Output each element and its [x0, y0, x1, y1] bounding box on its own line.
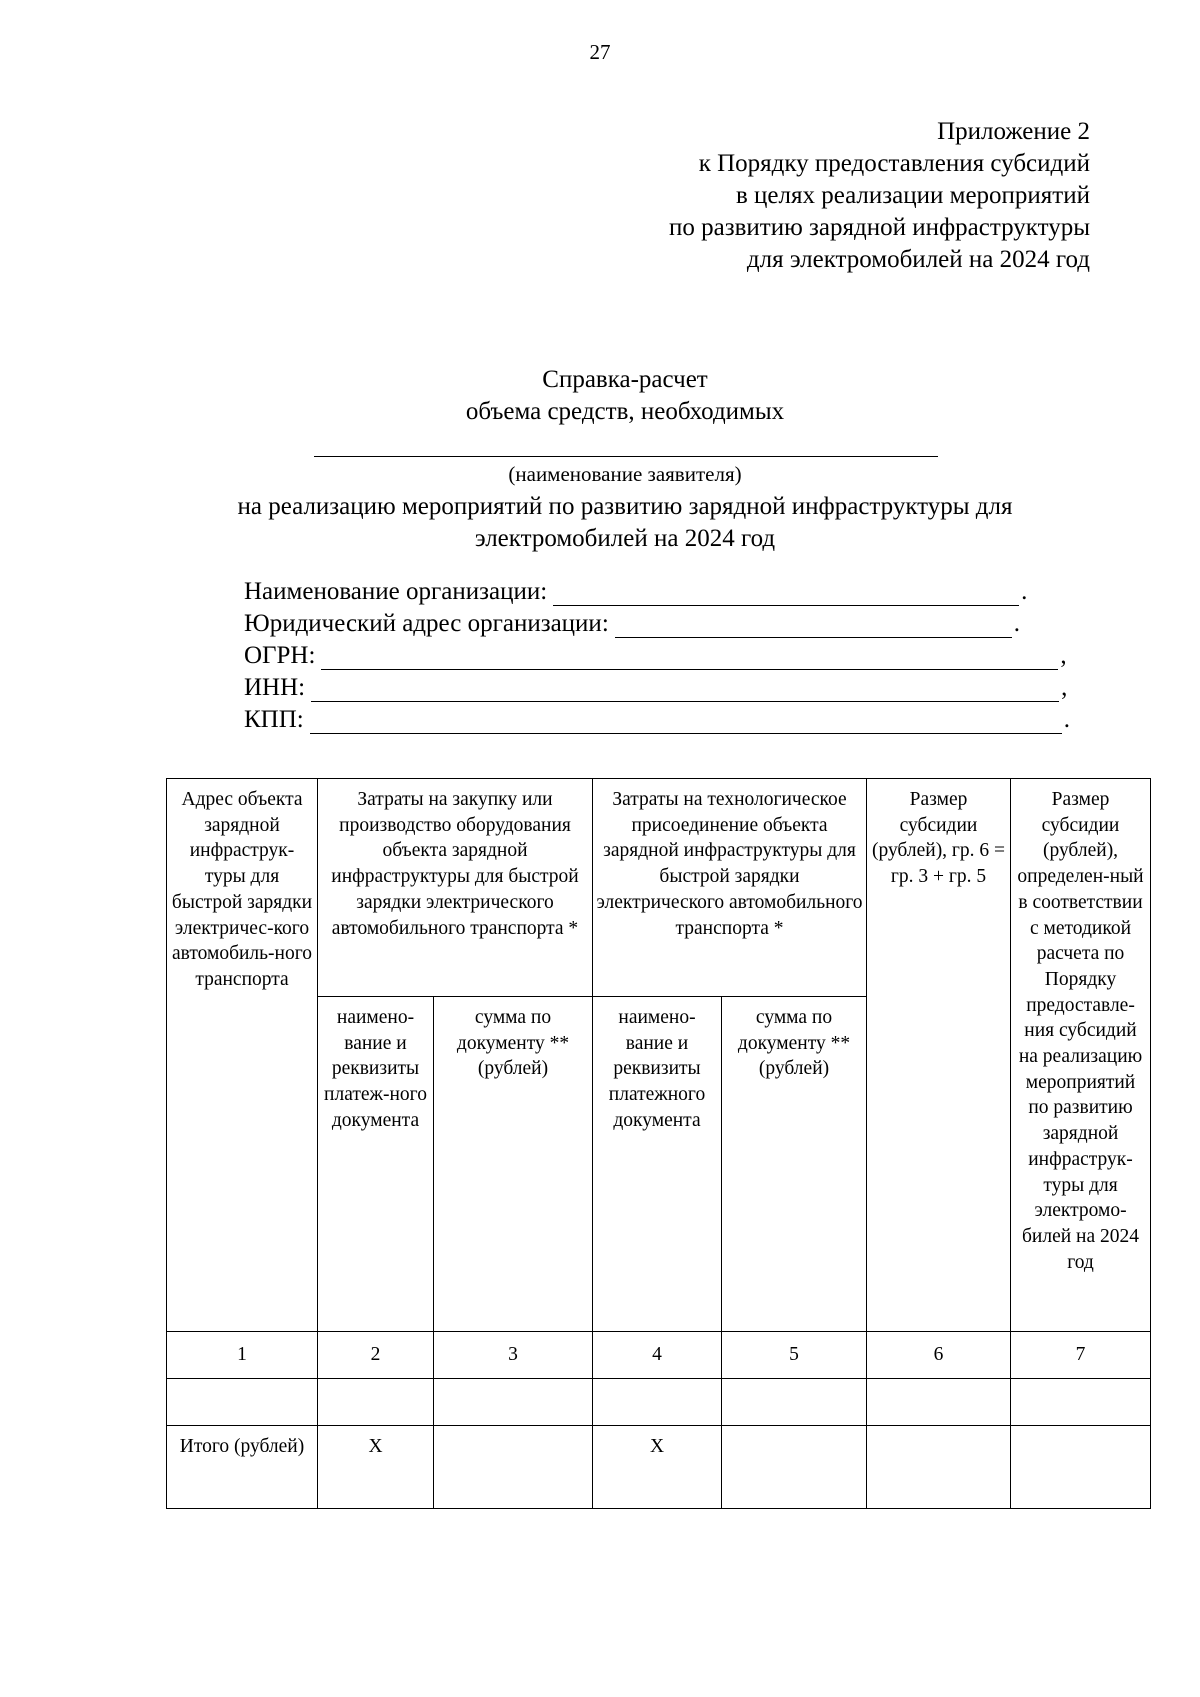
column-number-row	[167, 1332, 1151, 1379]
field-blank	[310, 709, 1062, 734]
field-kpp	[244, 706, 1070, 738]
header-connection-costs: Затраты на технологическое присоединение объекта зарядной инфраструктуры для быстрой зарядки электрического автомобильного транспорта *	[593, 779, 867, 997]
column-number: 3	[434, 1332, 593, 1379]
column-number: 4	[593, 1332, 722, 1379]
title-line: Справка-расчет	[542, 366, 708, 393]
title-line: объема средств, необходимых	[465, 398, 785, 425]
total-label: Итого (рублей)	[167, 1426, 318, 1509]
field-blank	[553, 581, 1019, 606]
table-cell	[722, 1426, 867, 1509]
header-equipment-costs: Затраты на закупку или производство оборудования объекта зарядной инфраструктуры для быстрой зарядки электрического автомобильного транспорта *	[318, 779, 593, 997]
header-row	[167, 779, 1151, 997]
purpose-text	[0, 491, 1200, 555]
field-punct: ,	[1061, 674, 1068, 701]
table-cell	[167, 1379, 318, 1426]
total-col4-mark: Х	[593, 1426, 722, 1509]
appendix-line: Приложение 2	[937, 118, 1090, 145]
table-cell	[434, 1379, 593, 1426]
subheader-equipment-amount: сумма по документу ** (рублей)	[434, 997, 593, 1332]
header-subsidy-sum: Размер субсидии (рублей), гр. 6 = гр. 3 + гр. 5	[867, 779, 1011, 1332]
table-cell	[434, 1426, 593, 1509]
header-address: Адрес объекта зарядной инфраструк-туры для быстрой зарядки электричес-кого автомобиль-ного транспорта	[167, 779, 318, 1332]
data-row	[167, 1379, 1151, 1426]
table-cell	[318, 1379, 434, 1426]
purpose-line: на реализацию мероприятий по развитию зарядной инфраструктуры для	[237, 493, 1013, 520]
field-label: КПП:	[244, 706, 304, 733]
appendix-block	[669, 116, 1090, 276]
subsidy-calculation-table	[166, 778, 1151, 1509]
total-col2-mark: Х	[318, 1426, 434, 1509]
appendix-line: к Порядку предоставления субсидий	[698, 150, 1090, 177]
column-number: 2	[318, 1332, 434, 1379]
field-blank	[311, 677, 1059, 702]
field-legal-address	[244, 610, 1070, 642]
column-number: 6	[867, 1332, 1011, 1379]
field-inn	[244, 674, 1070, 706]
purpose-line: электромобилей на 2024 год	[474, 525, 776, 552]
table-cell	[867, 1426, 1011, 1509]
field-punct: .	[1021, 578, 1028, 605]
field-punct: .	[1013, 610, 1021, 637]
field-blank	[615, 613, 1012, 638]
column-number: 7	[1011, 1332, 1151, 1379]
field-label: Наименование организации:	[244, 578, 548, 605]
table-cell	[593, 1379, 722, 1426]
field-label: ОГРН:	[244, 642, 316, 669]
field-label: ИНН:	[244, 674, 306, 701]
organization-fields	[244, 578, 1070, 738]
field-ogrn	[244, 642, 1070, 674]
column-number: 1	[167, 1332, 318, 1379]
table-cell	[1011, 1426, 1151, 1509]
subheader-connection-amount: сумма по документу ** (рублей)	[722, 997, 867, 1332]
table-cell	[1011, 1379, 1151, 1426]
subheader-connection-document: наимено-вание и реквизиты платежного документа	[593, 997, 722, 1332]
appendix-line: для электромобилей на 2024 год	[746, 246, 1090, 273]
document-title	[0, 364, 1200, 428]
total-row	[167, 1426, 1151, 1509]
column-number: 5	[722, 1332, 867, 1379]
field-punct: .	[1063, 706, 1070, 733]
appendix-line: по развитию зарядной инфраструктуры	[669, 214, 1090, 241]
table-cell	[867, 1379, 1011, 1426]
appendix-line: в целях реализации мероприятий	[735, 182, 1090, 209]
field-label: Юридический адрес организации:	[244, 610, 609, 637]
field-organization-name	[244, 578, 1070, 610]
page-number: 27	[589, 40, 611, 64]
subheader-equipment-document: наимено-вание и реквизиты платеж-ного документа	[318, 997, 434, 1332]
header-subsidy-methodology: Размер субсидии (рублей), определен-ный в соответствии с методикой расчета по Порядку предоставле-ния субсидий на реализацию мероприятий по развитию зарядной инфраструк-туры для электромо-билей на 2024 год	[1011, 779, 1151, 1332]
field-blank	[321, 645, 1058, 670]
applicant-caption: (наименование заявителя)	[508, 462, 742, 486]
field-punct: ,	[1060, 642, 1067, 669]
applicant-name-line	[314, 456, 938, 457]
table-cell	[722, 1379, 867, 1426]
